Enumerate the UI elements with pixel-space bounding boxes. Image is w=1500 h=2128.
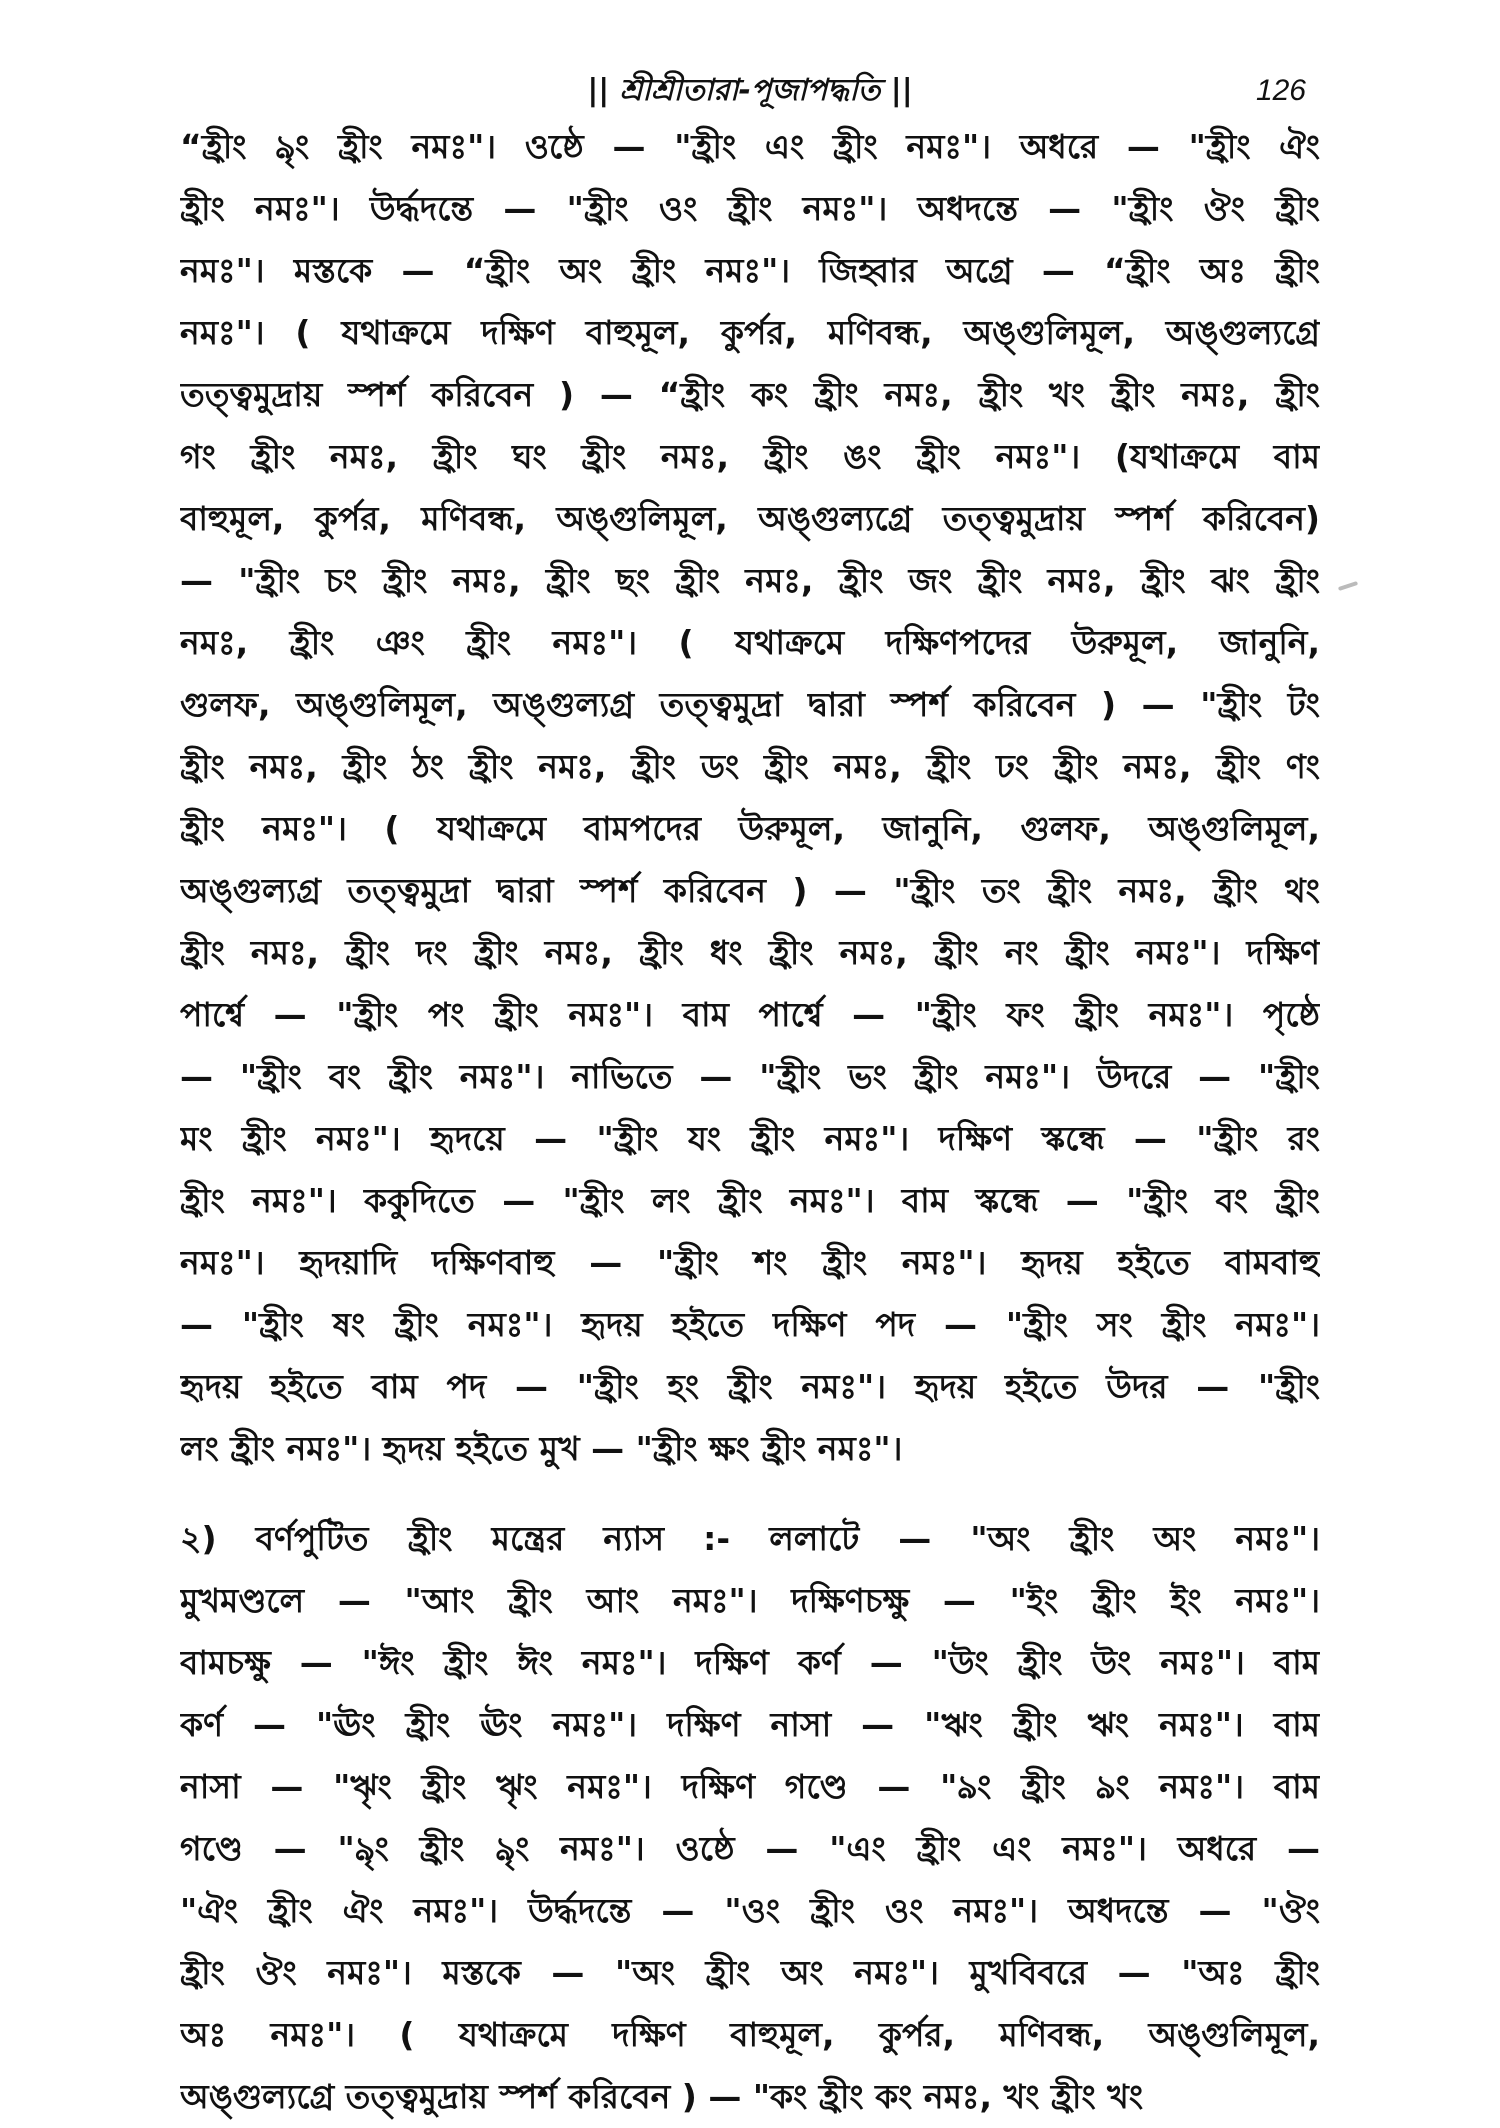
text-line: গং হ্রীং নমঃ, হ্রীং ঘং হ্রীং নমঃ, হ্রীং ঙং হ্রীং নমঃ"। (যথাক্রমে বাম [180, 437, 1320, 476]
text-line: মং হ্রীং নমঃ"। হৃদয়ে — "হ্রীং যং হ্রীং নমঃ"। দক্ষিণ স্কন্ধে — "হ্রীং রং [180, 1119, 1320, 1158]
text-line: নমঃ"। হৃদয়াদি দক্ষিণবাহু — "হ্রীং শং হ্রীং নমঃ"। হৃদয় হইতে বামবাহু [180, 1243, 1320, 1282]
scan-speck [1338, 581, 1358, 591]
text-line: নমঃ"। মস্তকে — “হ্রীং অং হ্রীং নমঃ"। জিহ্বার অগ্রে — “হ্রীং অঃ হ্রীং [180, 251, 1320, 290]
text-line: — "হ্রীং ষং হ্রীং নমঃ"। হৃদয় হইতে দক্ষিণ পদ — "হ্রীং সং হ্রীং নমঃ"। [180, 1305, 1320, 1344]
paragraph-2 [180, 1508, 1320, 2128]
text-line: গুলফ, অঙ্গুলিমূল, অঙ্গুল্যগ্র তত্ত্বমুদ্রা দ্বারা স্পর্শ করিবেন ) — "হ্রীং টং [180, 685, 1320, 724]
running-header [180, 68, 1320, 114]
body-text [180, 116, 1320, 2128]
text-line: গণ্ডে — "ঌৃং হ্রীং ঌৃং নমঃ"। ওষ্ঠে — "এং হ্রীং এং নমঃ"। অধরে — [180, 1829, 1320, 1868]
text-line: পার্শ্বে — "হ্রীং পং হ্রীং নমঃ"। বাম পার্শ্বে — "হ্রীং ফং হ্রীং নমঃ"। পৃষ্ঠে [180, 995, 1320, 1034]
text-line: কর্ণ — "ঊং হ্রীং ঊং নমঃ"। দক্ষিণ নাসা — "ঋং হ্রীং ঋং নমঃ"। বাম [180, 1705, 1320, 1744]
text-line: হ্রীং নমঃ"। উর্দ্ধদন্তে — "হ্রীং ওং হ্রীং নমঃ"। অধদন্তে — "হ্রীং ঔং হ্রীং [180, 189, 1320, 228]
page-number: 126 [1255, 74, 1306, 107]
paragraph-1 [180, 116, 1320, 1480]
text-line: লং হ্রীং নমঃ"। হৃদয় হইতে মুখ — "হ্রীং ক্ষং হ্রীং নমঃ"। [180, 1429, 903, 1468]
text-line: মুখমণ্ডলে — "আং হ্রীং আং নমঃ"। দক্ষিণচক্ষু — "ইং হ্রীং ইং নমঃ"। [180, 1581, 1320, 1620]
text-line: হ্রীং নমঃ"। ( যথাক্রমে বামপদের উরুমূল, জানুনি, গুলফ, অঙ্গুলিমূল, [180, 809, 1320, 848]
text-line: “হ্রীং ঌৃং হ্রীং নমঃ"। ওষ্ঠে — "হ্রীং এং হ্রীং নমঃ"। অধরে — "হ্রীং ঐং [180, 127, 1320, 166]
text-line: হ্রীং নমঃ"। ককুদিতে — "হ্রীং লং হ্রীং নমঃ"। বাম স্কন্ধে — "হ্রীং বং হ্রীং [180, 1181, 1320, 1220]
text-line: অঃ নমঃ"। ( যথাক্রমে দক্ষিণ বাহুমূল, কুর্পর, মণিবন্ধ, অঙ্গুলিমূল, [180, 2015, 1320, 2054]
text-line: হ্রীং নমঃ, হ্রীং দং হ্রীং নমঃ, হ্রীং ধং হ্রীং নমঃ, হ্রীং নং হ্রীং নমঃ"। দক্ষিণ [180, 933, 1320, 972]
text-line: অঙ্গুল্যগ্র তত্ত্বমুদ্রা দ্বারা স্পর্শ করিবেন ) — "হ্রীং তং হ্রীং নমঃ, হ্রীং থং [180, 871, 1320, 910]
text-line: হ্রীং ঔং নমঃ"। মস্তকে — "অং হ্রীং অং নমঃ"। মুখবিবরে — "অঃ হ্রীং [180, 1953, 1320, 1992]
paragraph-gap [180, 1480, 1320, 1508]
text-line: বামচক্ষু — "ঈং হ্রীং ঈং নমঃ"। দক্ষিণ কর্ণ — "উং হ্রীং উং নমঃ"। বাম [180, 1643, 1320, 1682]
text-line: — "হ্রীং বং হ্রীং নমঃ"। নাভিতে — "হ্রীং ভং হ্রীং নমঃ"। উদরে — "হ্রীং [180, 1057, 1320, 1096]
text-line: "ঐং হ্রীং ঐং নমঃ"। উর্দ্ধদন্তে — "ওং হ্রীং ওং নমঃ"। অধদন্তে — "ঔং [180, 1891, 1320, 1930]
text-line: হৃদয় হইতে বাম পদ — "হ্রীং হং হ্রীং নমঃ"। হৃদয় হইতে উদর — "হ্রীং [180, 1367, 1320, 1406]
text-line: ২) বর্ণপুটিত হ্রীং মন্ত্রের ন্যাস :- ললাটে — "অং হ্রীং অং নমঃ"। [180, 1519, 1320, 1558]
text-line: তত্ত্বমুদ্রায় স্পর্শ করিবেন ) — “হ্রীং কং হ্রীং নমঃ, হ্রীং খং হ্রীং নমঃ, হ্রীং [180, 375, 1320, 414]
text-line: বাহুমূল, কুর্পর, মণিবন্ধ, অঙ্গুলিমূল, অঙ্গুল্যগ্রে তত্ত্বমুদ্রায় স্পর্শ করিবেন) [180, 499, 1320, 538]
text-line: — "হ্রীং চং হ্রীং নমঃ, হ্রীং ছং হ্রীং নমঃ, হ্রীং জং হ্রীং নমঃ, হ্রীং ঝং হ্রীং [180, 561, 1320, 600]
text-line: হ্রীং নমঃ, হ্রীং ঠং হ্রীং নমঃ, হ্রীং ডং হ্রীং নমঃ, হ্রীং ঢং হ্রীং নমঃ, হ্রীং ণং [180, 747, 1320, 786]
text-line: নমঃ, হ্রীং ঞং হ্রীং নমঃ"। ( যথাক্রমে দক্ষিণপদের উরুমূল, জানুনি, [180, 623, 1320, 662]
text-line: নাসা — "ৠং হ্রীং ৠং নমঃ"। দক্ষিণ গণ্ডে — "ঌং হ্রীং ঌং নমঃ"। বাম [180, 1767, 1320, 1806]
text-line: অঙ্গুল্যগ্রে তত্ত্বমুদ্রায় স্পর্শ করিবেন ) — "কং হ্রীং কং নমঃ, খং হ্রীং খং [180, 2077, 1144, 2116]
running-title: || শ্রীশ্রীতারা-পূজাপদ্ধতি || [587, 73, 913, 108]
text-line: নমঃ"। ( যথাক্রমে দক্ষিণ বাহুমূল, কুর্পর, মণিবন্ধ, অঙ্গুলিমূল, অঙ্গুল্যগ্রে [180, 313, 1320, 352]
